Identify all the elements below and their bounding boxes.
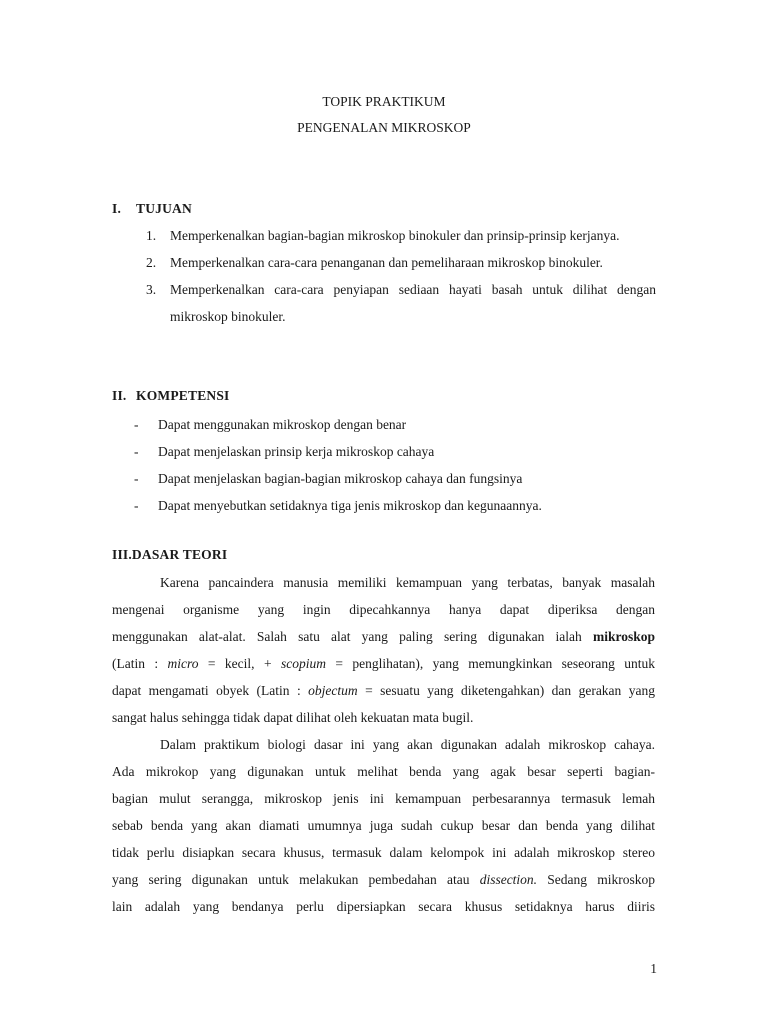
section-number: I.	[112, 201, 122, 216]
section-title: KOMPETENSI	[136, 388, 230, 403]
term-scopium: scopium	[280, 656, 326, 671]
text-line	[112, 650, 655, 677]
list-item-number: 2.	[146, 255, 157, 270]
section-heading-tujuan	[112, 201, 192, 217]
list-item-text: Dapat menjelaskan bagian-bagian mikroskop cahaya dan fungsinya	[158, 471, 523, 486]
list-item-text: Dapat menyebutkan setidaknya tiga jenis mikroskop dan kegunaannya.	[158, 498, 542, 513]
text-line	[112, 866, 655, 893]
text-line: lain adalah yang bendanya perlu dipersiapkan secara khusus setidaknya harus diiris	[112, 899, 655, 914]
list-item	[134, 492, 664, 519]
list-item-number: 3.	[146, 282, 157, 297]
term-micro: micro	[167, 656, 199, 671]
term-dissection: dissection.	[479, 872, 538, 887]
term-mikroskop: mikroskop	[592, 629, 655, 644]
tujuan-list	[146, 222, 656, 330]
text-line: mengenai organisme yang ingin dipecahkannya hanya dapat diperiksa dengan	[112, 602, 655, 617]
text-line: bagian mulut serangga, mikroskop jenis ini kemampuan perbesarannya termasuk lemah	[112, 791, 655, 806]
list-item	[134, 411, 664, 438]
paragraph	[112, 731, 655, 920]
bullet-dash: -	[134, 498, 139, 513]
text-line: sangat halus sehingga tidak dapat dilihat oleh kekuatan mata bugil.	[112, 710, 474, 725]
document-title: TOPIK PRAKTIKUM	[322, 94, 446, 109]
text-line: Ada mikrokop yang digunakan untuk melihat benda yang agak besar seperti bagian-	[112, 764, 655, 779]
text-run: yang sering digunakan untuk melakukan pembedahan atau	[112, 872, 480, 887]
page-number: 1	[650, 961, 657, 976]
text-run: dapat mengamati obyek (Latin :	[112, 683, 309, 698]
text-run: Sedang mikroskop	[537, 872, 655, 887]
list-item	[146, 249, 656, 276]
text-run: (Latin :	[112, 656, 168, 671]
list-item-text: Memperkenalkan bagian-bagian mikroskop binokuler dan prinsip-prinsip kerjanya.	[170, 228, 620, 243]
list-item-number: 1.	[146, 228, 157, 243]
list-item	[146, 276, 656, 330]
list-item-text: Dapat menjelaskan prinsip kerja mikroskop cahaya	[158, 444, 435, 459]
list-item	[134, 438, 664, 465]
text-run: menggunakan alat-alat. Salah satu alat yang paling sering digunakan ialah	[112, 629, 593, 644]
text-line	[112, 623, 655, 650]
text-line: tidak perlu disiapkan secara khusus, termasuk dalam kelompok ini adalah mikroskop stereo	[112, 845, 655, 860]
kompetensi-list	[134, 411, 664, 519]
text-line: sebab benda yang akan diamati umumnya juga sudah cukup besar dan benda yang dilihat	[112, 818, 655, 833]
list-item	[146, 222, 656, 249]
list-item-text: Memperkenalkan cara-cara penyiapan sediaan hayati basah untuk dilihat dengan mikroskop binokuler.	[170, 282, 656, 324]
text-line	[112, 677, 655, 704]
section-heading-kompetensi	[112, 388, 230, 404]
text-line: Dalam praktikum biologi dasar ini yang akan digunakan adalah mikroskop cahaya.	[160, 737, 655, 752]
list-item-text: Dapat menggunakan mikroskop dengan benar	[158, 417, 407, 432]
bullet-dash: -	[134, 444, 139, 459]
section-number: II.	[112, 388, 127, 403]
bullet-dash: -	[134, 471, 139, 486]
dasar-teori-body	[112, 569, 655, 920]
text-run: = penglihatan), yang memungkinkan seseorang untuk	[325, 656, 655, 671]
document-subtitle: PENGENALAN MIKROSKOP	[297, 120, 471, 135]
text-line: Karena pancaindera manusia memiliki kemampuan yang terbatas, banyak masalah	[160, 575, 655, 590]
section-title: TUJUAN	[136, 201, 192, 216]
text-run: = kecil, +	[198, 656, 281, 671]
paragraph	[112, 569, 655, 731]
section-heading-dasar-teori: III.DASAR TEORI	[112, 547, 228, 562]
list-item-text: Memperkenalkan cara-cara penanganan dan pemeliharaan mikroskop binokuler.	[170, 255, 603, 270]
text-run: = sesuatu yang diketengahkan) dan gerakan yang	[357, 683, 655, 698]
bullet-dash: -	[134, 417, 139, 432]
term-objectum: objectum	[308, 683, 358, 698]
list-item	[134, 465, 664, 492]
